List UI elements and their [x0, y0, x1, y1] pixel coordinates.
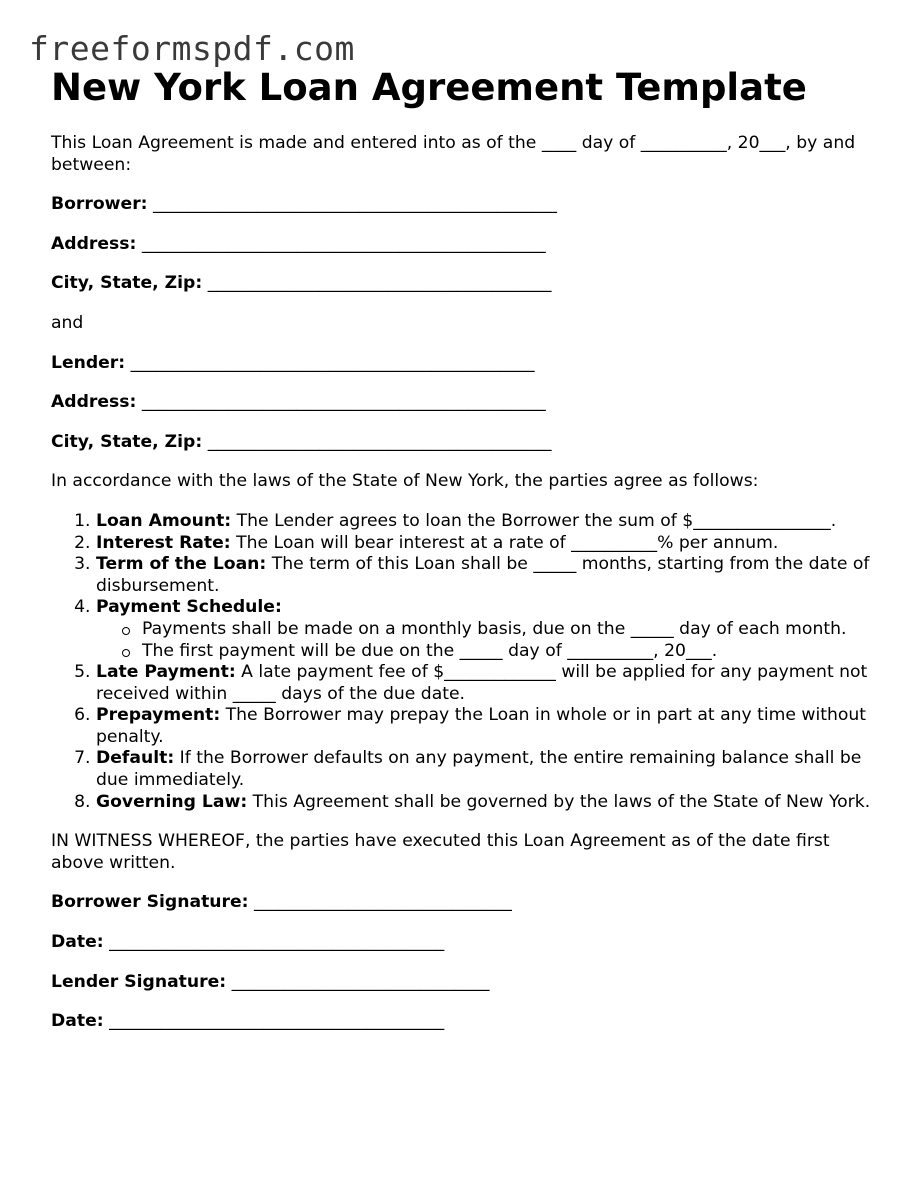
- blank-line: ______________________________: [254, 892, 512, 913]
- term-prepayment: [96, 705, 881, 748]
- blank-line: _______________________________________________: [153, 194, 557, 215]
- borrower-name-field: [51, 194, 881, 216]
- sub-list-item: The first payment will be due on the _____ day of __________, 20___.: [142, 641, 881, 663]
- blank-line: _______________________________________: [109, 1011, 445, 1032]
- field-label: Borrower:: [51, 194, 148, 215]
- field-label: Address:: [51, 392, 137, 413]
- term-label: Term of the Loan:: [96, 554, 267, 575]
- blank-line: ______________________________: [231, 971, 490, 992]
- term-payment-schedule: [96, 597, 881, 662]
- field-label: Borrower Signature:: [51, 892, 249, 913]
- term-text: The Lender agrees to loan the Borrower the sum of $________________.: [231, 510, 837, 531]
- sub-list-item: Payments shall be made on a monthly basis, due on the _____ day of each month.: [142, 619, 881, 641]
- field-label: Date:: [51, 932, 104, 953]
- borrower-address-field: [51, 234, 881, 256]
- field-label: Date:: [51, 1011, 104, 1032]
- borrower-signature-field: [51, 892, 881, 914]
- field-label: City, State, Zip:: [51, 273, 203, 294]
- term-text: The Borrower may prepay the Loan in whole or in part at any time without penalty.: [96, 705, 867, 747]
- lender-address-field: [51, 392, 881, 414]
- term-label: Default:: [96, 748, 175, 769]
- term-text: The Loan will bear interest at a rate of __________% per annum.: [230, 532, 779, 553]
- field-label: Lender Signature:: [51, 971, 227, 992]
- term-label: Loan Amount:: [96, 510, 232, 531]
- lender-signature-field: [51, 972, 881, 994]
- blank-line: _______________________________________: [109, 932, 445, 953]
- field-label: Lender:: [51, 352, 126, 373]
- blank-line: _______________________________________________: [141, 233, 546, 254]
- term-label: Governing Law:: [96, 791, 248, 812]
- payment-schedule-list: [96, 619, 881, 662]
- lender-name-field: [51, 353, 881, 375]
- and-text: and: [51, 312, 84, 333]
- field-label: City, State, Zip:: [51, 431, 203, 452]
- page-title: New York Loan Agreement Template: [51, 66, 807, 109]
- terms-list: [51, 511, 881, 813]
- borrower-city-field: [51, 273, 881, 295]
- witness-paragraph: IN WITNESS WHEREOF, the parties have executed this Loan Agreement as of the date first above written.: [51, 831, 830, 873]
- term-governing-law: [96, 792, 881, 814]
- watermark: freeformspdf.com: [29, 29, 355, 68]
- term-text: If the Borrower defaults on any payment, the entire remaining balance shall be due immediately.: [96, 748, 862, 791]
- field-label: Address:: [51, 233, 137, 254]
- term-loan-amount: [96, 511, 881, 533]
- intro-paragraph: This Loan Agreement is made and entered into as of the ____ day of __________, 20___, by and between:: [51, 133, 856, 175]
- term-text: A late payment fee of $_____________ will be applied for any payment not received within _____ days of the due date.: [96, 662, 868, 704]
- borrower-date-field: [51, 932, 881, 954]
- term-interest-rate: [96, 533, 881, 555]
- blank-line: _______________________________________________: [141, 392, 546, 413]
- term-loan-term: [96, 554, 881, 597]
- accordance-paragraph: In accordance with the laws of the State of New York, the parties agree as follows:: [51, 471, 759, 492]
- term-text: This Agreement shall be governed by the laws of the State of New York.: [247, 791, 871, 812]
- blank-line: _______________________________________________: [130, 352, 535, 373]
- term-label: Prepayment:: [96, 705, 221, 726]
- term-label: Late Payment:: [96, 662, 236, 683]
- lender-city-field: [51, 432, 881, 454]
- blank-line: ________________________________________: [207, 273, 552, 294]
- term-label: Interest Rate:: [96, 532, 231, 553]
- term-late-payment: [96, 662, 881, 705]
- agreement-body: [51, 133, 881, 1051]
- term-default: [96, 748, 881, 791]
- term-text: The term of this Loan shall be _____ months, starting from the date of disbursement.: [96, 554, 870, 596]
- blank-line: ________________________________________: [207, 431, 552, 452]
- lender-date-field: [51, 1011, 881, 1033]
- term-label: Payment Schedule:: [96, 597, 282, 618]
